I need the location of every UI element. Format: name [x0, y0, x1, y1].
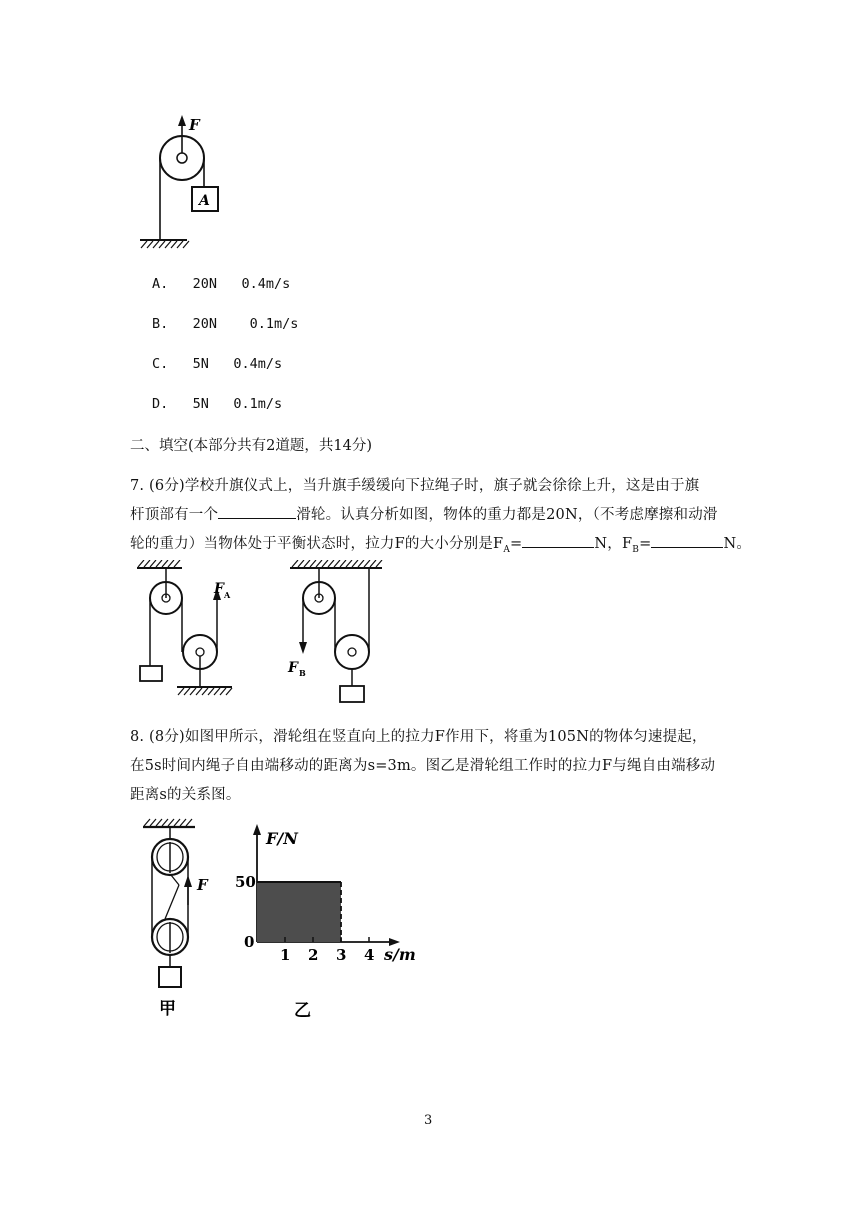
x-axis-label: s/m	[384, 945, 416, 964]
q8-line-2: 在5s时间内绳子自由端移动的距离为s=3m。图乙是滑轮组工作时的拉力F与绳自由端移动	[130, 758, 716, 774]
q6-block-label: A	[199, 193, 210, 209]
q8-fig-jia-label: 甲	[159, 999, 176, 1019]
q8-force-distance-chart	[232, 820, 432, 1020]
q7-fb-sub: B	[299, 668, 306, 678]
q7-blank-fb[interactable]	[651, 535, 723, 548]
q6-pulley-figure	[135, 112, 225, 252]
x-tick-label-4: 4	[364, 946, 375, 964]
q7-blank-pulley[interactable]	[218, 506, 296, 519]
x-tick-label-3: 3	[336, 946, 347, 964]
q7-pulley-figure-a	[132, 560, 242, 700]
q7-fa-sub: A	[224, 590, 231, 600]
y-tick-label-50: 50	[235, 873, 256, 891]
q7-pulley-figure-b	[282, 560, 392, 710]
q7-blank-fa[interactable]	[522, 535, 594, 548]
q7-line-2: 杆顶部有一个 滑轮。认真分析如图，物体的重力都是20N，（不考虑摩擦和动滑	[130, 507, 718, 523]
x-tick-label-2: 2	[308, 946, 319, 964]
x-tick-label-1: 1	[280, 946, 291, 964]
q8-line-1: 8. (8分)如图甲所示，滑轮组在竖直向上的拉力F作用下，将重为105N的物体匀速提起，	[130, 729, 707, 745]
q7-line-1: 7. (6分)学校升旗仪式上，当升旗手缓缓向下拉绳子时，旗子就会徐徐上升，这是由于旗	[130, 478, 700, 494]
area-shade	[257, 882, 341, 942]
q7-fa-label: F	[214, 581, 224, 597]
page-number: 3	[424, 1113, 433, 1128]
q6-option-a[interactable]: A. 20N 0.4m/s	[152, 276, 291, 292]
section-heading: 二、填空(本部分共有2道题，共14分)	[130, 438, 372, 454]
q6-force-label: F	[189, 116, 200, 134]
y-tick-label-0: 0	[244, 933, 255, 951]
q8-line-3: 距离s的关系图。	[130, 787, 241, 803]
q8-force-label: F	[197, 876, 208, 894]
q8-pulley-block-figure	[135, 815, 230, 1020]
q6-option-d[interactable]: D. 5N 0.1m/s	[152, 396, 283, 412]
y-axis-arrow	[253, 824, 261, 835]
y-axis-label: F/N	[266, 829, 298, 848]
q6-option-b[interactable]: B. 20N 0.1m/s	[152, 316, 299, 332]
q8-fig-yi-label: 乙	[294, 1001, 311, 1020]
q7-fb-label: F	[288, 660, 298, 676]
q6-option-c[interactable]: C. 5N 0.4m/s	[152, 356, 283, 372]
q7-line-3: 轮的重力）当物体处于平衡状态时，拉力F的大小分别是$F_A= N$，$F_B= N$。	[130, 536, 752, 555]
